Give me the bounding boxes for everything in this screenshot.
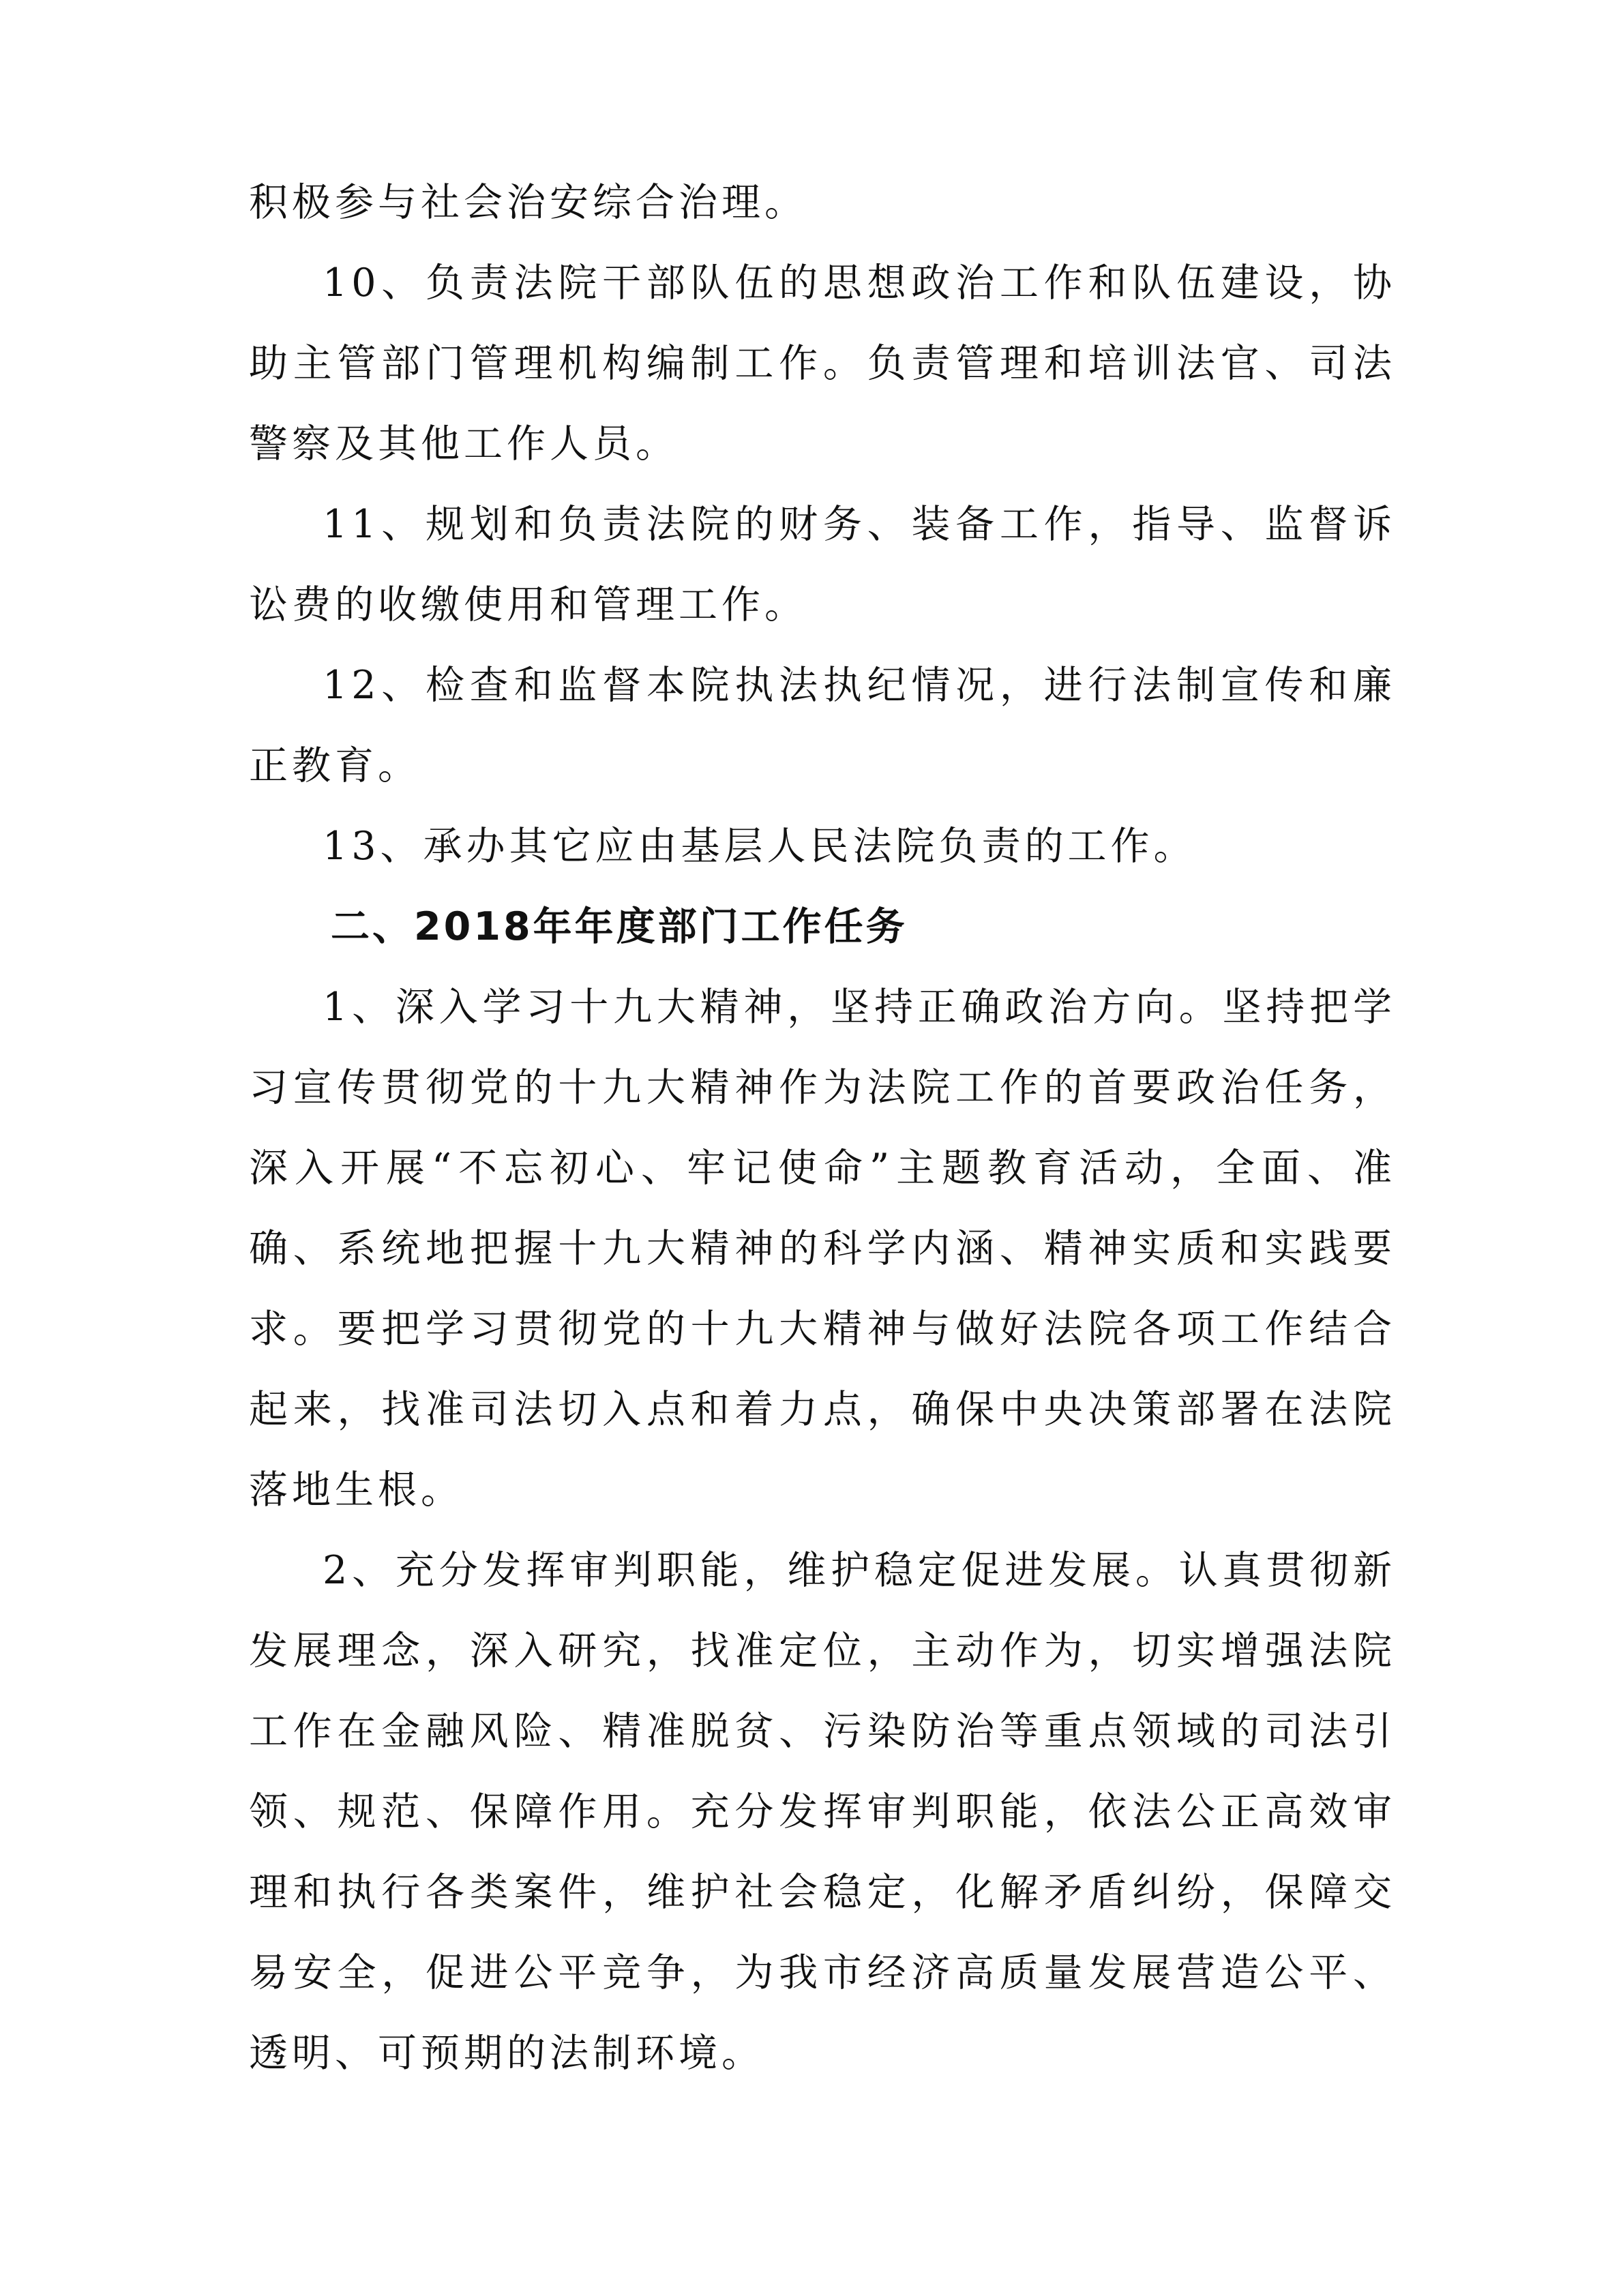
paragraph-item-10: 10、负责法院干部队伍的思想政治工作和队伍建设，协助主管部门管理机构编制工作。负责管理和培训法官、司法警察及其他工作人员。	[249, 260, 1396, 466]
document-body	[249, 162, 1396, 2093]
paragraph-continuation: 积极参与社会治安综合治理。	[249, 180, 807, 225]
section-heading: 二、2018年年度部门工作任务	[331, 904, 908, 949]
paragraph-item-11: 11、规划和负责法院的财务、装备工作，指导、监督诉讼费的收缴使用和管理工作。	[249, 502, 1396, 627]
paragraph-item-13: 13、承办其它应由基层人民法院负责的工作。	[323, 824, 1197, 869]
paragraph-task-1: 1、深入学习十九大精神，坚持正确政治方向。坚持把学习宣传贯彻党的十九大精神作为法院工作的首要政治任务，深入开展“不忘初心、牢记使命”主题教育活动，全面、准确、系统地把握十九大精神的科学内涵、精神实质和实践要求。要把学习贯彻党的十九大精神与做好法院各项工作结合起来，找准司法切入点和着力点，确保中央决策部署在法院落地生根。	[249, 985, 1396, 1512]
paragraph-item-12: 12、检查和监督本院执法执纪情况，进行法制宣传和廉正教育。	[249, 663, 1396, 788]
paragraph-task-2: 2、充分发挥审判职能，维护稳定促进发展。认真贯彻新发展理念，深入研究，找准定位，主动作为，切实增强法院工作在金融风险、精准脱贫、污染防治等重点领域的司法引领、规范、保障作用。充分发挥审判职能，依法公正高效审理和执行各类案件，维护社会稳定，化解矛盾纠纷，保障交易安全，促进公平竞争，为我市经济高质量发展营造公平、透明、可预期的法制环境。	[249, 1548, 1396, 2076]
